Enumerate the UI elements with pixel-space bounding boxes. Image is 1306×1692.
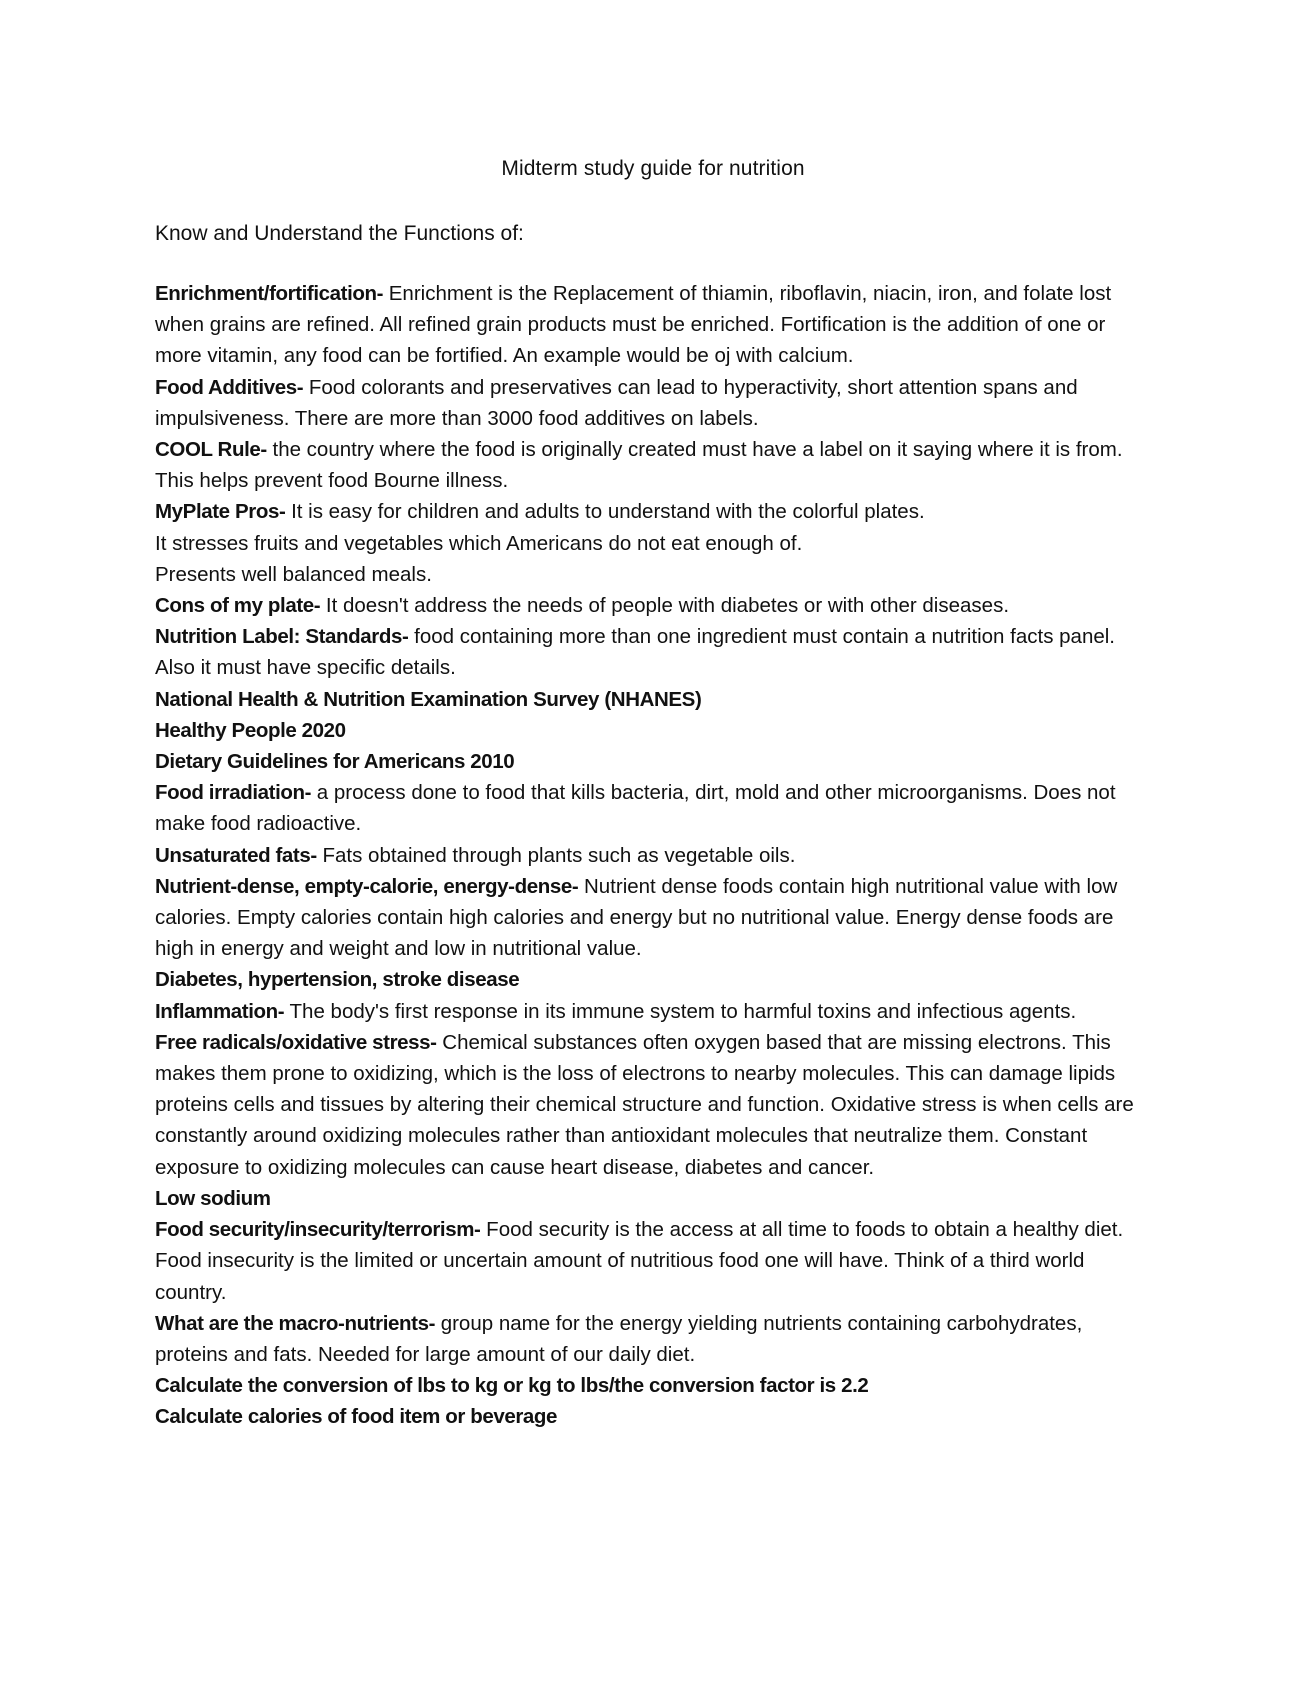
study-entry	[155, 964, 1155, 995]
entry-term: COOL Rule-	[155, 438, 267, 462]
study-entry	[155, 715, 1155, 746]
study-entry	[155, 621, 1155, 683]
entry-extra-line: It stresses fruits and vegetables which Americans do not eat enough of.	[155, 531, 803, 555]
entry-description: Food security is the access at all time to foods to obtain a healthy diet. Food insecurity is the limited or uncertain amount of nutritious food one will have. Think of a third world country.	[155, 1218, 1124, 1304]
entry-description: The body's first response in its immune system to harmful toxins and infectious agents.	[284, 999, 1077, 1023]
entry-term: Nutrition Label: Standards-	[155, 625, 409, 649]
study-entry	[155, 372, 1155, 434]
entry-description: a process done to food that kills bacteria, dirt, mold and other microorganisms. Does not make food radioactive.	[155, 781, 1116, 836]
entry-term: Cons of my plate-	[155, 594, 321, 618]
entry-term: Low sodium	[155, 1186, 271, 1210]
entry-term: Nutrient-dense, empty-calorie, energy-dense-	[155, 874, 579, 898]
entry-term: Enrichment/fortification-	[155, 282, 384, 305]
entry-term: Food security/insecurity/terrorism-	[155, 1218, 481, 1242]
entry-term: Healthy People 2020	[155, 718, 346, 742]
study-entry	[155, 746, 1155, 777]
study-entry	[155, 996, 1155, 1027]
entry-term: Free radicals/oxidative stress-	[155, 1030, 437, 1054]
study-entry	[155, 684, 1155, 715]
entry-description: Chemical substances often oxygen based that are missing electrons. This makes them prone to oxidizing, which is the loss of electrons to nearby molecules. This can damage lipids proteins cells and tissues by altering their chemical structure and function. Oxidative stress is when cells are constantly around oxidizing molecules rather than antioxidant molecules that neutralize them. Constant exposure to oxidizing molecules can cause heart disease, diabetes and cancer.	[155, 1030, 1134, 1179]
entry-description: It doesn't address the needs of people with diabetes or with other diseases.	[320, 594, 1010, 618]
entry-description: food containing more than one ingredient must contain a nutrition facts panel. Also it must have specific details.	[155, 625, 1115, 680]
study-entry	[155, 840, 1155, 871]
study-entry	[155, 1308, 1155, 1370]
entry-description: Fats obtained through plants such as vegetable oils.	[316, 843, 796, 867]
entry-description: Food colorants and preservatives can lead to hyperactivity, short attention spans and impulsiveness. There are more than 3000 food additives on labels.	[155, 375, 1078, 430]
entry-term: Dietary Guidelines for Americans 2010	[155, 750, 515, 774]
study-entry	[155, 777, 1155, 839]
study-entry	[155, 1183, 1155, 1214]
entry-term: Food Additives-	[155, 375, 304, 399]
entry-term: Unsaturated fats-	[155, 843, 317, 867]
study-guide-entries	[155, 278, 1155, 1433]
entry-description: Nutrient dense foods contain high nutritional value with low calories. Empty calories contain high calories and energy but no nutritional value. Energy dense foods are high in energy and weight and low in nutritional value.	[155, 874, 1118, 961]
study-entry	[155, 1027, 1155, 1183]
entry-description: It is easy for children and adults to understand with the colorful plates.	[285, 500, 925, 524]
study-entry	[155, 590, 1155, 621]
document-title: Midterm study guide for nutrition	[501, 157, 805, 180]
study-entry	[155, 871, 1155, 965]
entry-description: Enrichment is the Replacement of thiamin, riboflavin, niacin, iron, and folate lost when grains are refined. All refined grain products must be enriched. Fortification is the addition of one or more vitamin, any food can be fortified. An example would be oj with calcium.	[155, 282, 1112, 368]
entry-term: Inflammation-	[155, 999, 285, 1023]
entry-term: National Health & Nutrition Examination Survey (NHANES)	[155, 687, 702, 711]
study-entry	[155, 1214, 1155, 1308]
entry-term: Calculate calories of food item or beverage	[155, 1405, 558, 1429]
entry-term: Diabetes, hypertension, stroke disease	[155, 968, 520, 992]
study-entry	[155, 496, 1155, 590]
study-entry	[155, 434, 1155, 496]
study-entry	[155, 1370, 1155, 1401]
entry-term: Food irradiation-	[155, 781, 312, 805]
entry-term: Calculate the conversion of lbs to kg or kg to lbs/the conversion factor is 2.2	[155, 1374, 869, 1398]
entry-extra-line: Presents well balanced meals.	[155, 562, 432, 586]
study-entry	[155, 278, 1155, 372]
entry-description: group name for the energy yielding nutrients containing carbohydrates, proteins and fats. Needed for large amount of our daily diet.	[155, 1311, 1083, 1366]
entry-term: MyPlate Pros-	[155, 500, 286, 524]
study-entry	[155, 1401, 1155, 1432]
intro-heading: Know and Understand the Functions of:	[155, 222, 524, 245]
entry-term: What are the macro-nutrients-	[155, 1311, 435, 1335]
entry-description: the country where the food is originally created must have a label on it saying where it is from. This helps prevent food Bourne illness.	[155, 438, 1123, 493]
